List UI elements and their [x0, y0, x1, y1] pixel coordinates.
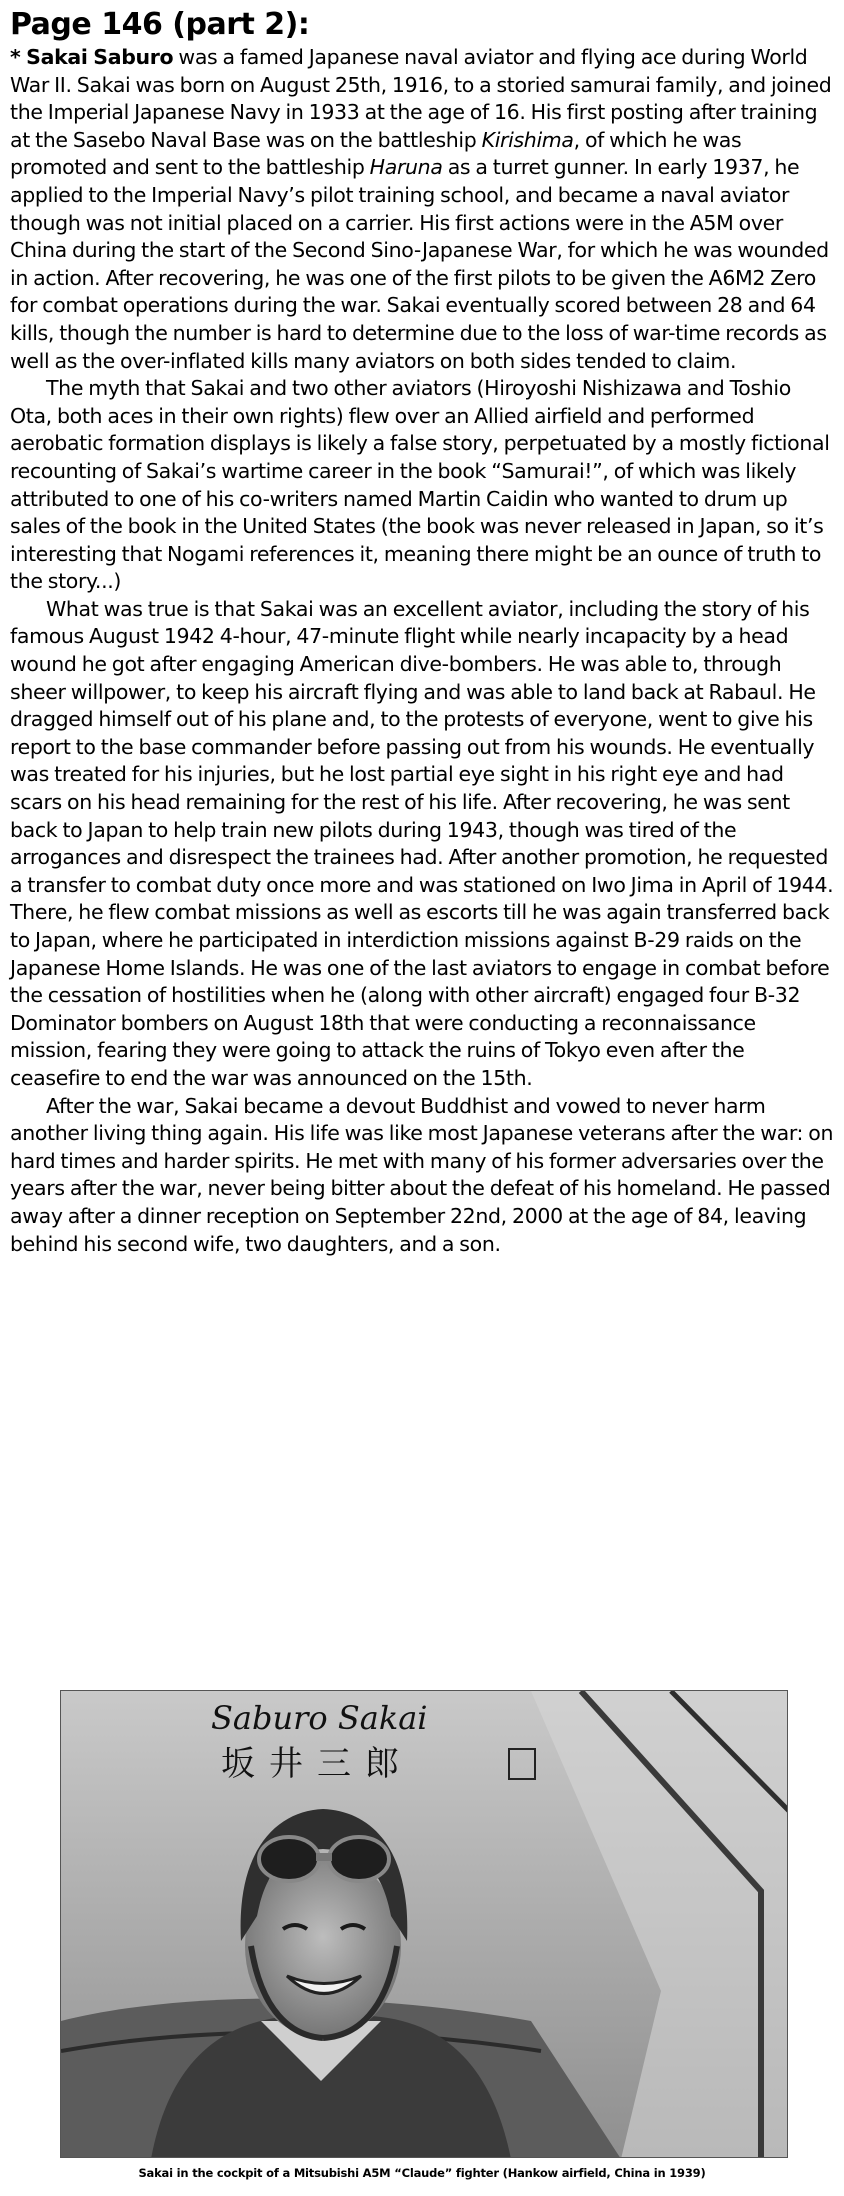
- footnote-marker: *: [10, 45, 27, 69]
- paragraph-1-text-a: was a famed Japanese naval aviator and flying ace during World War II. Sakai was born on August 25th, 1916, to a storied samurai family, and joined the Imperial Japanese Navy in 1933 at the age of 16. His first posting after training at the Sasebo Naval Base was on the battleship: [10, 45, 832, 152]
- pilot-photo: [60, 1690, 788, 2158]
- paragraph-2: The myth that Sakai and two other aviators (Hiroyoshi Nishizawa and Toshio Ota, both aces in their own rights) flew over an Allied airfield and performed aerobatic formation displays is likely a false story, perpetuated by a mostly fictional recounting of Sakai’s wartime career in the book “Samurai!”, of which was likely attributed to one of his co-writers named Martin Caidin who wanted to drum up sales of the book in the United States (the book was never released in Japan, so it’s interesting that Nogami references it, meaning there might be an ounce of truth to the story...): [10, 376, 830, 594]
- paragraph-3: What was true is that Sakai was an excellent aviator, including the story of his famous August 1942 4-hour, 47-minute flight while nearly incapacity by a head wound he got after engaging American dive-bombers. He was able to, through sheer willpower, to keep his aircraft flying and was able to land back at Rabaul. He dragged himself out of his plane and, to the protests of everyone, went to give his report to the base commander before passing out from his wounds. He eventually was treated for his injuries, but he lost partial eye sight in his right eye and had scars on his head remaining for the rest of his life. After recovering, he was sent back to Japan to help train new pilots during 1943, though was tired of the arrogances and disrespect the trainees had. After another promotion, he requested a transfer to combat duty once more and was stationed on Iwo Jima in April of 1944. There, he flew combat missions as well as escorts till he was again transferred back to Japan, where he participated in interdiction missions against B-29 raids on the Japanese Home Islands. He was one of the last aviators to engage in combat before the cessation of hostilities when he (along with other aircraft) engaged four B-32 Dominator bombers on August 18th that were conducting a reconnaissance mission, fearing they were going to attack the ruins of Tokyo even after the ceasefire to end the war was announced on the 15th.: [10, 596, 834, 1090]
- article-body: [10, 44, 836, 1258]
- signature-latin: Saburo Sakai: [211, 1699, 428, 1737]
- pilot-photo-illustration: [61, 1691, 788, 2158]
- signature-kanji: 坂井三郎: [221, 1744, 413, 1784]
- ship-name-haruna: Haruna: [369, 155, 443, 180]
- subject-name: Sakai Saburo: [26, 45, 174, 69]
- paragraph-1: [10, 44, 836, 375]
- page-title: Page 146 (part 2):: [10, 7, 310, 42]
- photo-caption: Sakai in the cockpit of a Mitsubishi A5M “Claude” fighter (Hankow airfield, China in 1939): [138, 2166, 706, 2180]
- paragraph-4: After the war, Sakai became a devout Buddhist and vowed to never harm another living thing again. His life was like most Japanese veterans after the war: on hard times and harder spirits. He met with many of his former adversaries over the years after the war, never being bitter about the defeat of his homeland. He passed away after a dinner reception on September 22nd, 2000 at the age of 84, leaving behind his second wife, two daughters, and a son.: [10, 1093, 834, 1256]
- document-page: [10, 6, 836, 1258]
- ship-name-kirishima: Kirishima: [481, 127, 574, 152]
- paragraph-1-text-c: as a turret gunner. In early 1937, he applied to the Imperial Navy’s pilot training school, and became a naval aviator though was not initial placed on a carrier. His first actions were in the A5M over China during the start of the Second Sino-Japanese War, for which he was wounded in action. After recovering, he was one of the first pilots to be given the A6M2 Zero for combat operations during the war. Sakai eventually scored between 28 and 64 kills, though the number is hard to determine due to the loss of war-time records as well as the over-inflated kills many aviators on both sides tended to claim.: [10, 155, 829, 373]
- paragraph-1-text-b: , of which he was promoted and sent to the battleship: [10, 127, 742, 180]
